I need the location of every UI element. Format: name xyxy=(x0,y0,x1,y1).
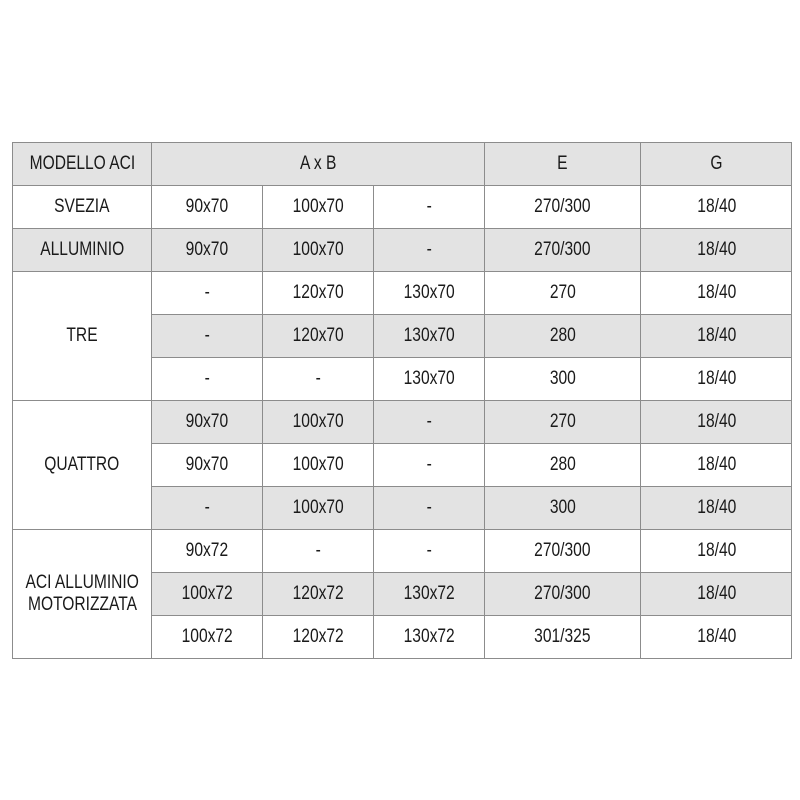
a-cell: - xyxy=(374,401,485,444)
g-cell: 18/40 xyxy=(641,229,792,272)
g-cell: 18/40 xyxy=(641,616,792,659)
header-model: MODELLO ACI xyxy=(13,143,152,186)
a-cell: - xyxy=(263,358,374,401)
model-cell: SVEZIA xyxy=(13,186,152,229)
e-cell: 270/300 xyxy=(485,186,641,229)
a-cell: - xyxy=(152,487,263,530)
a-cell: 100x72 xyxy=(152,616,263,659)
a-cell: 90x70 xyxy=(152,186,263,229)
a-cell: - xyxy=(374,530,485,573)
g-cell: 18/40 xyxy=(641,272,792,315)
a-cell: 130x70 xyxy=(374,272,485,315)
table-row xyxy=(13,530,792,573)
model-cell: ALLUMINIO xyxy=(13,229,152,272)
a-cell: 130x72 xyxy=(374,573,485,616)
g-cell: 18/40 xyxy=(641,444,792,487)
g-cell: 18/40 xyxy=(641,358,792,401)
e-cell: 300 xyxy=(485,487,641,530)
g-cell: 18/40 xyxy=(641,573,792,616)
e-cell: 300 xyxy=(485,358,641,401)
model-cell: QUATTRO xyxy=(13,401,152,530)
g-cell: 18/40 xyxy=(641,487,792,530)
e-cell: 270 xyxy=(485,401,641,444)
a-cell: 100x70 xyxy=(263,186,374,229)
a-cell: 100x70 xyxy=(263,401,374,444)
header-g: G xyxy=(641,143,792,186)
header-axb: A x B xyxy=(152,143,485,186)
a-cell: 120x72 xyxy=(263,573,374,616)
a-cell: 130x72 xyxy=(374,616,485,659)
a-cell: 120x70 xyxy=(263,315,374,358)
a-cell: - xyxy=(374,229,485,272)
a-cell: 90x70 xyxy=(152,229,263,272)
a-cell: - xyxy=(152,272,263,315)
header-e: E xyxy=(485,143,641,186)
a-cell: - xyxy=(152,315,263,358)
e-cell: 270/300 xyxy=(485,573,641,616)
a-cell: 130x70 xyxy=(374,315,485,358)
aci-model-table xyxy=(12,142,792,659)
e-cell: 270/300 xyxy=(485,530,641,573)
a-cell: 90x70 xyxy=(152,444,263,487)
a-cell: 90x72 xyxy=(152,530,263,573)
a-cell: - xyxy=(374,186,485,229)
a-cell: 100x70 xyxy=(263,229,374,272)
a-cell: - xyxy=(152,358,263,401)
g-cell: 18/40 xyxy=(641,530,792,573)
a-cell: - xyxy=(374,487,485,530)
e-cell: 280 xyxy=(485,315,641,358)
table-row xyxy=(13,229,792,272)
g-cell: 18/40 xyxy=(641,401,792,444)
a-cell: 100x72 xyxy=(152,573,263,616)
e-cell: 270 xyxy=(485,272,641,315)
e-cell: 301/325 xyxy=(485,616,641,659)
a-cell: 120x72 xyxy=(263,616,374,659)
a-cell: 100x70 xyxy=(263,444,374,487)
e-cell: 280 xyxy=(485,444,641,487)
a-cell: 130x70 xyxy=(374,358,485,401)
a-cell: - xyxy=(263,530,374,573)
e-cell: 270/300 xyxy=(485,229,641,272)
table-row xyxy=(13,186,792,229)
table-row xyxy=(13,401,792,444)
g-cell: 18/40 xyxy=(641,315,792,358)
model-cell: TRE xyxy=(13,272,152,401)
model-cell: ACI ALLUMINIO MOTORIZZATA xyxy=(13,530,152,659)
a-cell: 100x70 xyxy=(263,487,374,530)
a-cell: 120x70 xyxy=(263,272,374,315)
g-cell: 18/40 xyxy=(641,186,792,229)
a-cell: - xyxy=(374,444,485,487)
header-row xyxy=(13,143,792,186)
a-cell: 90x70 xyxy=(152,401,263,444)
table-row xyxy=(13,272,792,315)
